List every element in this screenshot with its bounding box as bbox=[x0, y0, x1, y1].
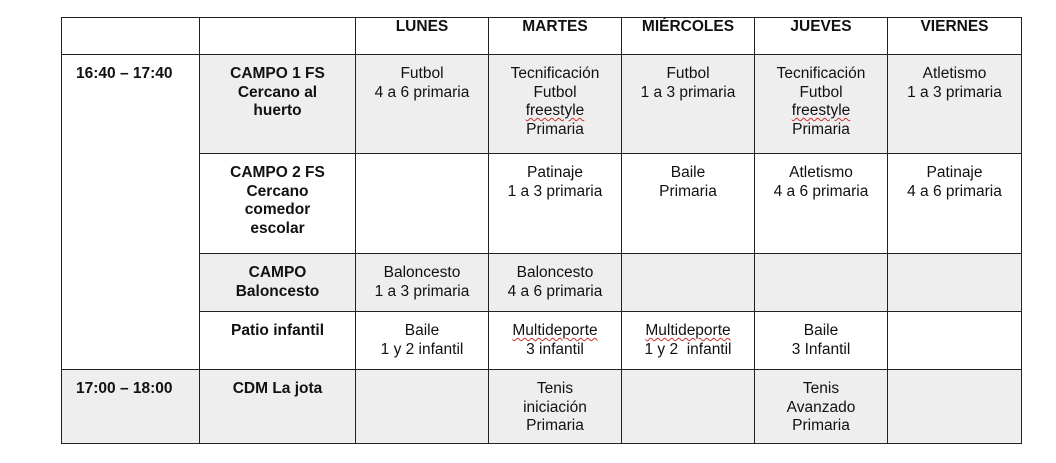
activity-name: Baloncesto bbox=[516, 264, 594, 281]
activity-name: Multideporte bbox=[645, 322, 731, 339]
activity-name: Baile bbox=[670, 164, 706, 181]
activity-group: Primaria bbox=[792, 120, 850, 138]
table-row bbox=[62, 154, 1022, 254]
place-cell bbox=[200, 312, 356, 370]
activity-name: Atletismo bbox=[922, 65, 987, 82]
activity-cell bbox=[489, 312, 622, 370]
activity-group: 1 y 2 infantil bbox=[380, 340, 464, 358]
activity-group: 4 a 6 primaria bbox=[374, 83, 470, 101]
time-slot-label: 16:40 – 17:40 bbox=[76, 65, 173, 82]
place-name: Patio infantil bbox=[231, 322, 324, 339]
activity-group: 4 a 6 primaria bbox=[907, 182, 1002, 200]
day-header-jueves: JUEVES bbox=[755, 18, 888, 55]
time-slot-cell bbox=[62, 370, 200, 444]
place-detail: comedor bbox=[244, 201, 311, 218]
activity-cell-empty bbox=[888, 254, 1022, 312]
activity-group: 1 y 2 infantil bbox=[644, 340, 732, 358]
table-row bbox=[62, 312, 1022, 370]
place-name-campo: CAMPO 1 FS bbox=[230, 65, 325, 82]
activity-cell bbox=[755, 370, 888, 444]
place-cell bbox=[200, 55, 356, 154]
activity-cell bbox=[489, 154, 622, 254]
table-row bbox=[62, 370, 1022, 444]
activity-cell bbox=[356, 312, 489, 370]
activity-group: 1 a 3 primaria bbox=[907, 83, 1002, 101]
activity-cell-empty bbox=[888, 312, 1022, 370]
activity-name: Atletismo bbox=[789, 164, 853, 181]
activity-name: Multideporte bbox=[512, 322, 598, 339]
activity-name: Baile bbox=[803, 322, 839, 339]
place-name: CDM La jota bbox=[232, 380, 323, 397]
activity-cell-empty bbox=[888, 370, 1022, 444]
activity-group: Primaria bbox=[659, 182, 717, 200]
activity-name: Patinaje bbox=[526, 164, 583, 181]
place-detail: huerto bbox=[253, 102, 302, 119]
place-detail: escolar bbox=[250, 219, 305, 237]
activity-group: 4 a 6 primaria bbox=[773, 182, 869, 200]
activity-name: Baloncesto bbox=[383, 264, 461, 281]
activity-cell bbox=[622, 312, 755, 370]
activity-name: Baile bbox=[404, 322, 440, 339]
activity-cell bbox=[489, 254, 622, 312]
activity-name: Futbol bbox=[533, 83, 577, 101]
activity-name: Futbol bbox=[400, 65, 444, 82]
header-row bbox=[62, 18, 1022, 55]
activity-cell bbox=[356, 55, 489, 154]
activity-cell-empty bbox=[356, 370, 489, 444]
activity-name: Patinaje bbox=[926, 164, 983, 181]
activity-cell bbox=[622, 154, 755, 254]
activity-cell bbox=[755, 312, 888, 370]
activity-group: Primaria bbox=[526, 417, 584, 434]
schedule-table bbox=[61, 17, 1022, 444]
activity-group: 1 a 3 primaria bbox=[640, 83, 736, 101]
time-slot-cell bbox=[62, 55, 200, 370]
activity-name: Tenis bbox=[536, 380, 574, 397]
activity-cell bbox=[888, 55, 1022, 154]
activity-group: Primaria bbox=[792, 417, 850, 434]
place-cell bbox=[200, 154, 356, 254]
activity-cell bbox=[356, 254, 489, 312]
header-corner-cell bbox=[62, 18, 200, 55]
activity-cell-empty bbox=[622, 254, 755, 312]
activity-level: iniciación bbox=[523, 398, 587, 416]
day-header-martes: MARTES bbox=[489, 18, 622, 55]
activity-cell-empty bbox=[356, 154, 489, 254]
time-slot-label: 17:00 – 18:00 bbox=[76, 380, 173, 397]
activity-name: Tenis bbox=[802, 380, 840, 397]
activity-cell bbox=[489, 370, 622, 444]
activity-cell bbox=[888, 154, 1022, 254]
place-cell bbox=[200, 370, 356, 444]
activity-group: 4 a 6 primaria bbox=[507, 282, 603, 300]
table-row bbox=[62, 55, 1022, 154]
activity-group: 1 a 3 primaria bbox=[507, 182, 603, 200]
activity-group: 1 a 3 primaria bbox=[374, 282, 470, 300]
activity-cell-empty bbox=[622, 370, 755, 444]
table-row bbox=[62, 254, 1022, 312]
header-corner-cell bbox=[200, 18, 356, 55]
place-detail: Cercano bbox=[246, 182, 309, 200]
place-name bbox=[200, 65, 355, 84]
activity-cell bbox=[755, 154, 888, 254]
activity-level: Avanzado bbox=[786, 398, 856, 416]
activity-cell bbox=[622, 55, 755, 154]
place-name: CAMPO bbox=[248, 264, 307, 281]
activity-name: freestyle bbox=[525, 102, 585, 119]
activity-cell bbox=[755, 55, 888, 154]
day-header-lunes: LUNES bbox=[356, 18, 489, 55]
day-header-miercoles: MIÉRCOLES bbox=[622, 18, 755, 55]
activity-name: Futbol bbox=[666, 65, 710, 82]
day-header-viernes: VIERNES bbox=[888, 18, 1022, 55]
place-name: CAMPO 2 FS bbox=[230, 164, 325, 181]
activity-group: 3 infantil bbox=[526, 340, 584, 358]
place-detail: Baloncesto bbox=[235, 282, 320, 300]
place-detail: Cercano al bbox=[237, 83, 318, 101]
activity-name: Futbol bbox=[799, 83, 843, 101]
activity-name: Tecnificación bbox=[776, 65, 866, 82]
activity-name: Tecnificación bbox=[510, 65, 600, 82]
activity-cell-empty bbox=[755, 254, 888, 312]
activity-group: 3 Infantil bbox=[791, 340, 851, 358]
activity-group: Primaria bbox=[526, 120, 584, 138]
activity-name: freestyle bbox=[791, 102, 851, 119]
activity-cell bbox=[489, 55, 622, 154]
place-cell bbox=[200, 254, 356, 312]
